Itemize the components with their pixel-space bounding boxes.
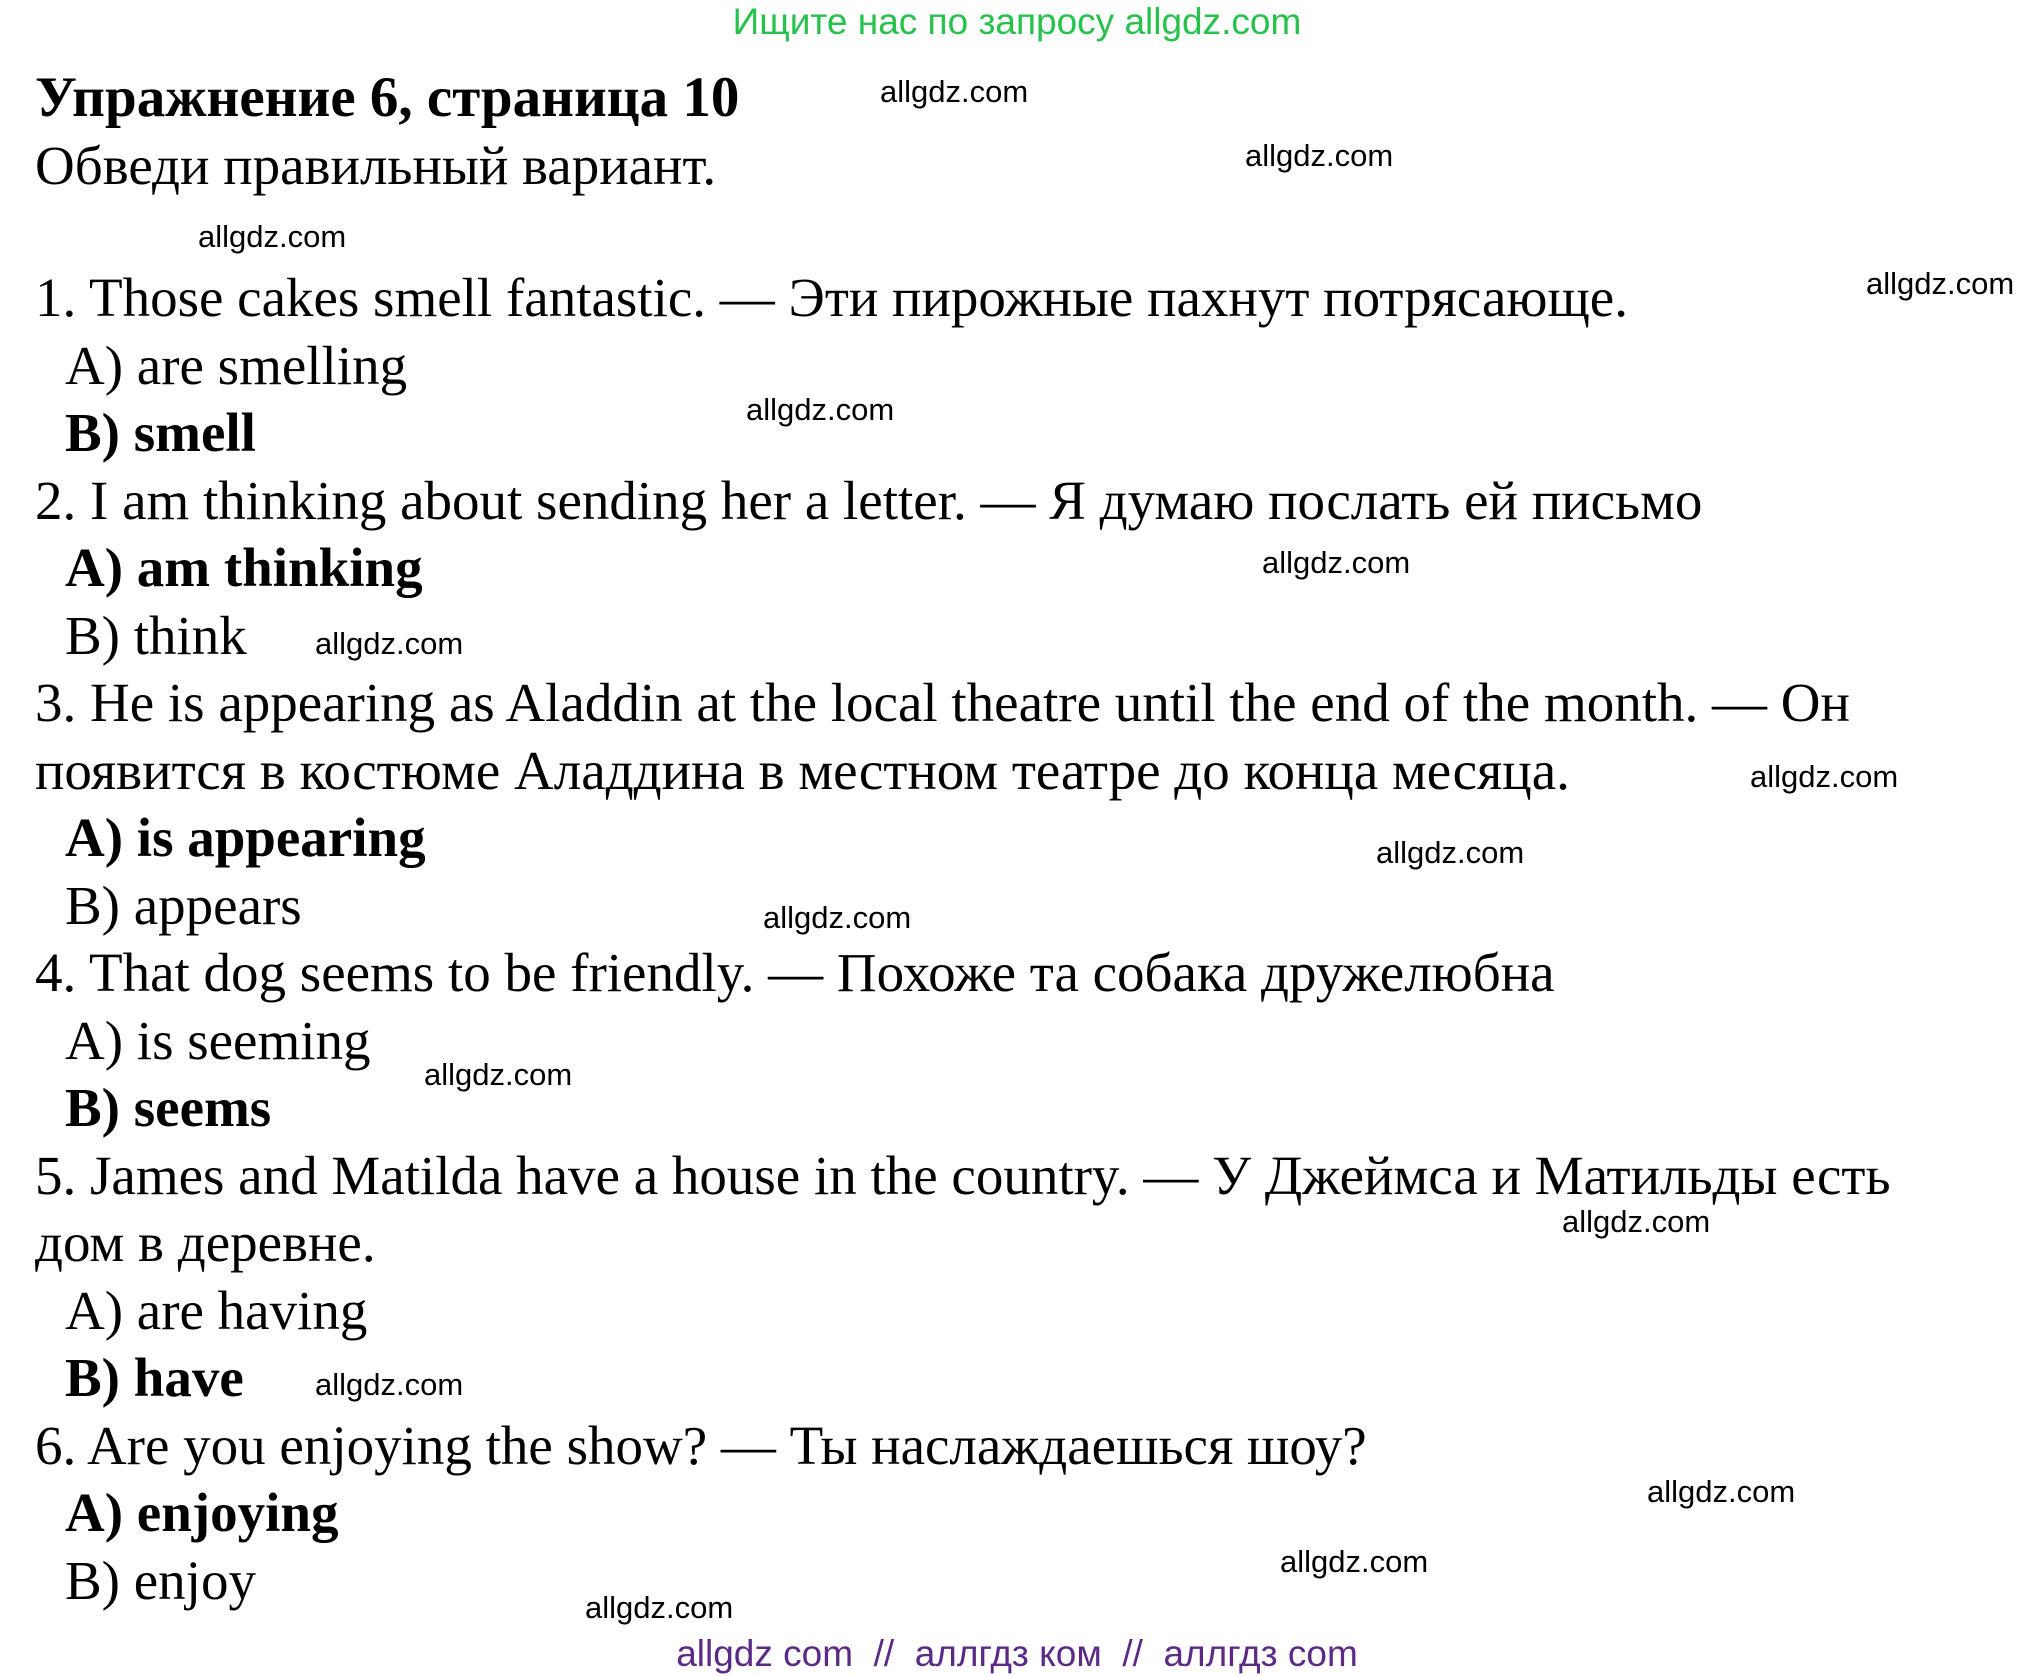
watermark: allgdz.com <box>746 392 895 427</box>
answer-option[interactable]: A) is seeming <box>65 1009 371 1071</box>
answer-option-correct[interactable]: A) am thinking <box>65 537 423 598</box>
watermark: allgdz.com <box>1245 138 1394 173</box>
bottom-banner[interactable]: allgdz com // аллгдз ком // аллгдз com <box>676 1633 1358 1674</box>
question-text: дом в деревне. <box>35 1212 376 1273</box>
answer-option-correct[interactable]: B) have <box>65 1347 244 1408</box>
watermark: allgdz.com <box>315 626 464 661</box>
watermark: allgdz.com <box>1562 1204 1711 1239</box>
exercise-title: Упражнение 6, страница 10 <box>35 66 740 129</box>
answer-option[interactable]: A) are smelling <box>65 334 408 396</box>
watermark: allgdz.com <box>1280 1544 1429 1579</box>
question-text: 2. I am thinking about sending her a letter. — Я думаю послать ей письмо <box>35 469 1703 531</box>
question-text: 1. Those cakes smell fantastic. — Эти пирожные пахнут потрясающе. <box>35 267 1628 328</box>
answer-option-correct[interactable]: B) seems <box>65 1077 272 1138</box>
exercise-instruction: Обведи правильный вариант. <box>35 135 717 196</box>
watermark: allgdz.com <box>424 1057 573 1092</box>
answer-option-correct[interactable]: A) enjoying <box>65 1482 339 1543</box>
watermark: allgdz.com <box>1376 835 1525 870</box>
question-text: 3. He is appearing as Aladdin at the local theatre until the end of the month. — Он <box>35 672 1850 733</box>
question-text: 5. James and Matilda have a house in the country. — У Джеймса и Матильды есть <box>35 1144 1891 1206</box>
watermark: allgdz.com <box>585 1590 734 1625</box>
watermark: allgdz.com <box>1647 1474 1796 1509</box>
question-text: появится в костюме Аладдина в местном театре до конца месяца. <box>35 739 1570 801</box>
answer-option[interactable]: A) are having <box>65 1279 368 1341</box>
watermark: allgdz.com <box>763 900 912 935</box>
watermark: allgdz.com <box>1750 759 1899 794</box>
exercise-content <box>35 264 2010 1614</box>
question-text: 4. That dog seems to be friendly. — Похоже та собака дружелюбна <box>35 942 1555 1003</box>
answer-option-correct[interactable]: B) smell <box>65 402 256 463</box>
answer-option[interactable]: B) think <box>65 604 247 666</box>
answer-option[interactable]: B) enjoy <box>65 1549 256 1611</box>
answer-option-correct[interactable]: A) is appearing <box>65 807 426 868</box>
watermark: allgdz.com <box>315 1367 464 1402</box>
watermark: allgdz.com <box>198 219 347 254</box>
watermark: allgdz.com <box>1262 545 1411 580</box>
question-text: 6. Are you enjoying the show? — Ты наслаждаешься шоу? <box>35 1414 1367 1476</box>
watermark: allgdz.com <box>1866 266 2015 301</box>
top-banner[interactable]: Ищите нас по запросу allgdz.com <box>732 1 1302 42</box>
watermark: allgdz.com <box>880 74 1029 109</box>
answer-option[interactable]: B) appears <box>65 874 302 936</box>
